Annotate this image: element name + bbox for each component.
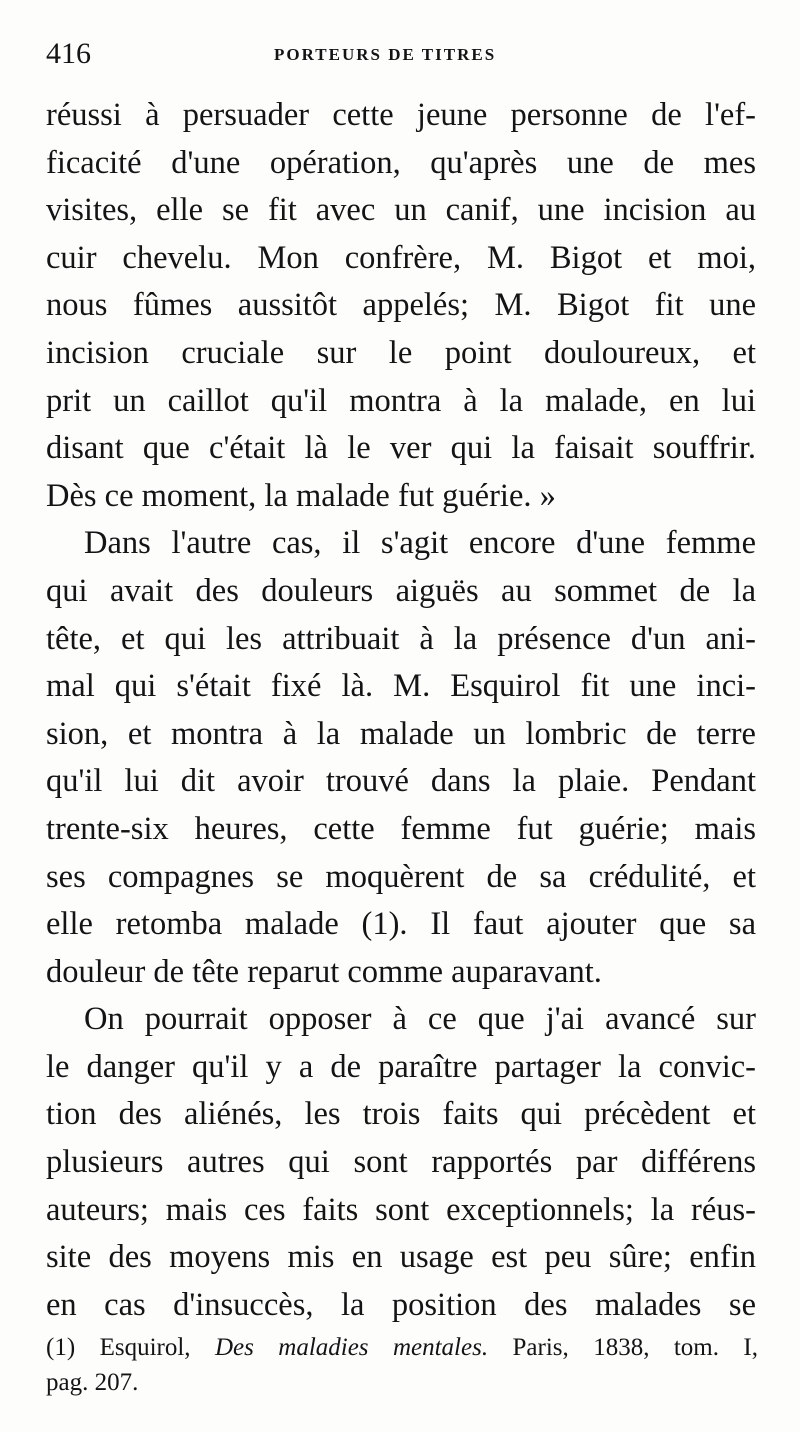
text-line: visites, elle se fit avec un canif, une incision au [46,192,756,229]
text-line: Dans l'autre cas, il s'agit encore d'une femme [84,525,756,562]
text-line: ses compagnes se moquèrent de sa crédulité, et [46,858,756,895]
text-line: elle retomba malade (1). Il faut ajouter que sa [46,906,756,943]
text-line: douleur de tête reparut comme auparavant. [46,953,602,990]
text-line: disant que c'était là le ver qui la faisait souffrir. [46,430,756,467]
text-line: plusieurs autres qui sont rapportés par différens [46,1144,756,1181]
page-header [46,34,756,74]
text-line: en cas d'insuccès, la position des malades se [46,1286,756,1323]
text-line: nous fûmes aussitôt appelés; M. Bigot fit une [46,287,756,324]
text-line: prit un caillot qu'il montra à la malade, en lui [46,382,756,419]
text-line: site des moyens mis en usage est peu sûre; enfin [46,1239,756,1276]
text-line: le danger qu'il y a de paraître partager la convic- [46,1048,756,1085]
text-line: Dès ce moment, la malade fut guérie. » [46,477,556,514]
footnote-ref: (1) Esquirol, [46,1334,191,1361]
footnote-line: pag. 207. [46,1369,139,1396]
footnote-citation: Paris, 1838, tom. I, [512,1334,758,1361]
text-line: auteurs; mais ces faits sont exceptionnels; la réus- [46,1191,756,1228]
text-line: mal qui s'était fixé là. M. Esquirol fit une inci- [46,668,756,705]
text-line: tion des aliénés, les trois faits qui précèdent et [46,1096,756,1133]
footnote-line [46,1330,758,1365]
text-line: sion, et montra à la malade un lombric de terre [46,715,756,752]
text-line: ficacité d'une opération, qu'après une de mes [46,144,756,181]
page-number: 416 [46,37,91,70]
body-text [46,92,756,1329]
footnote [46,1330,758,1400]
text-line: qui avait des douleurs aiguës au sommet de la [46,572,756,609]
text-line: trente-six heures, cette femme fut guérie; mais [46,810,756,847]
running-title: PORTEURS DE TITRES [274,45,497,64]
text-line: réussi à persuader cette jeune personne de l'ef- [46,97,756,133]
text-line: tête, et qui les attribuait à la présence d'un ani- [46,620,756,657]
footnote-title: Des maladies mentales. [214,1334,489,1361]
text-line: incision cruciale sur le point douloureux, et [46,334,756,371]
text-line: qu'il lui dit avoir trouvé dans la plaie. Pendant [46,763,756,800]
text-line: On pourrait opposer à ce que j'ai avancé sur [84,1001,756,1038]
text-line: cuir chevelu. Mon confrère, M. Bigot et moi, [46,239,756,276]
